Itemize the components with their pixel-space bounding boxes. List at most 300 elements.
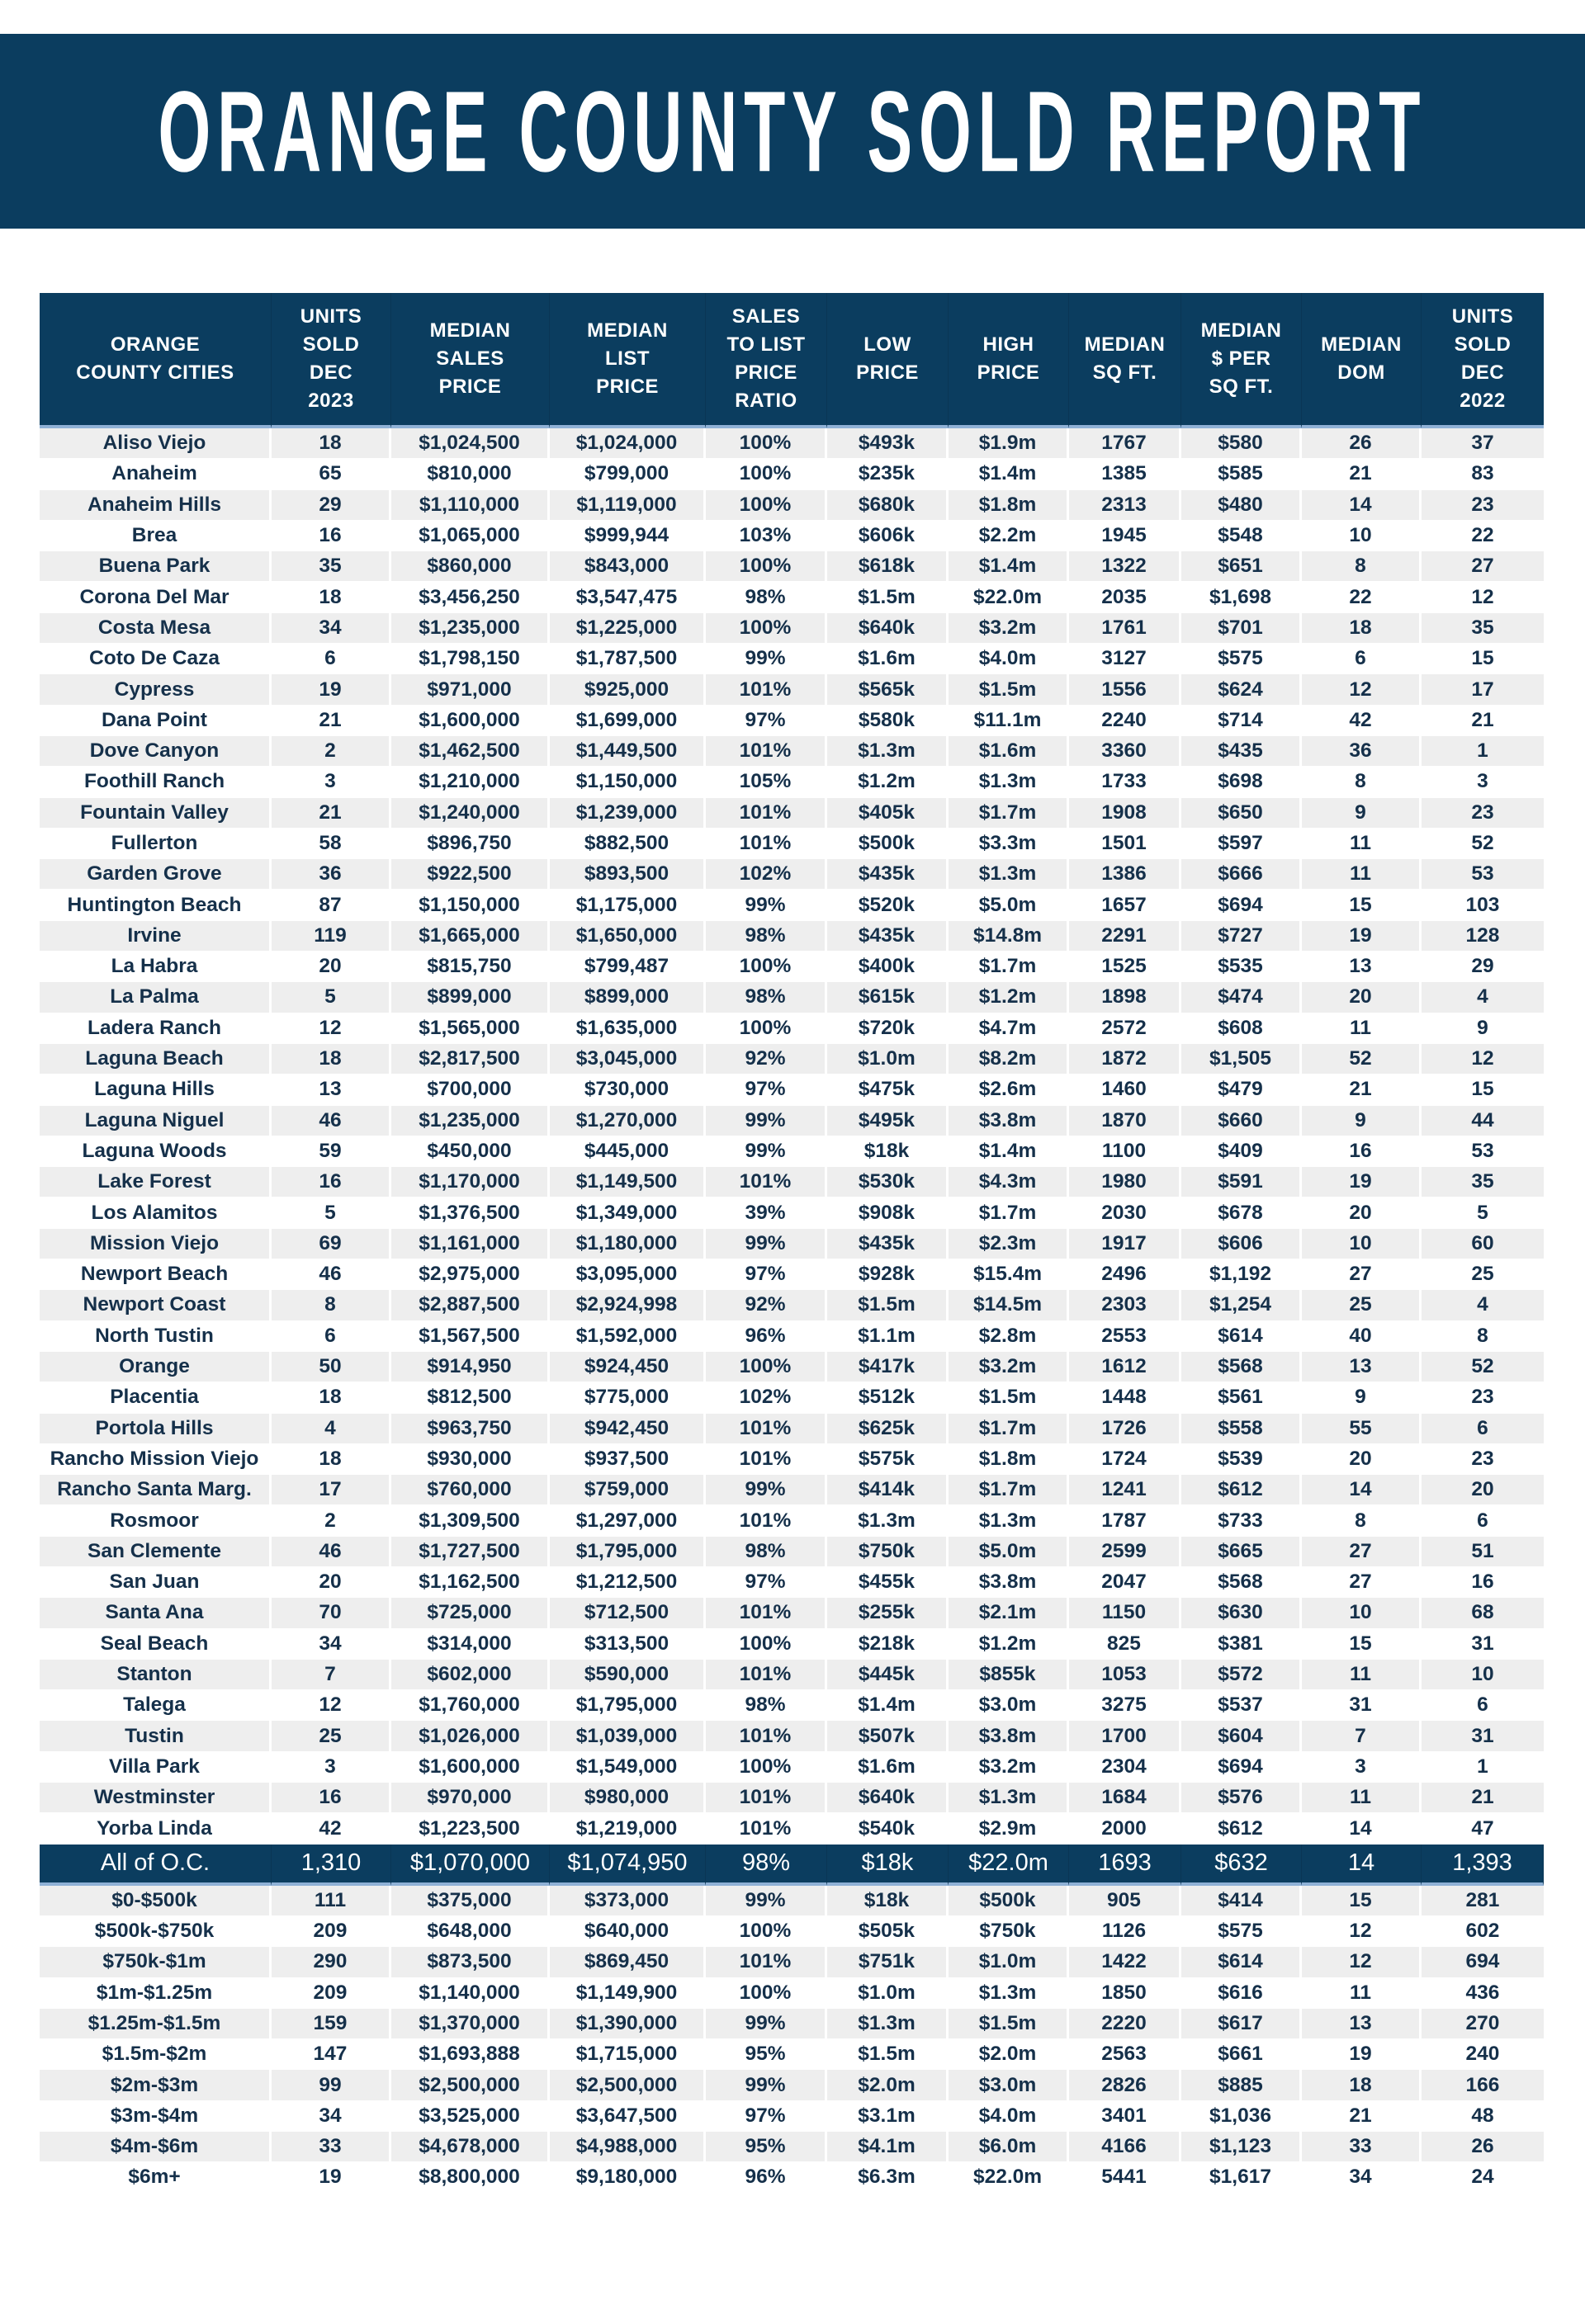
city-row [40, 1537, 1544, 1567]
cell-median-sqft: 2303 [1069, 1290, 1181, 1320]
cell-median-sqft: 1448 [1069, 1382, 1181, 1413]
cell-median-list-price: $373,000 [550, 1886, 706, 1916]
cell-city: North Tustin [40, 1321, 272, 1352]
cell-sales-to-list-ratio: 100% [706, 1352, 827, 1382]
cell-units-sold-2023: 1,310 [272, 1845, 391, 1886]
cell-median-list-price: $924,450 [550, 1352, 706, 1382]
cell-units-sold-2022: 5 [1422, 1197, 1544, 1228]
cell-low-price: $720k [827, 1013, 949, 1044]
city-row [40, 459, 1544, 489]
cell-units-sold-2022: 47 [1422, 1813, 1544, 1844]
cell-median-sales-price: $1,462,500 [391, 736, 550, 767]
cell-sales-to-list-ratio: 99% [706, 1106, 827, 1136]
cell-units-sold-2022: 44 [1422, 1106, 1544, 1136]
city-row [40, 521, 1544, 551]
cell-median-price-per-sqft: $535 [1181, 952, 1302, 982]
city-row [40, 1660, 1544, 1690]
cell-units-sold-2023: 42 [272, 1813, 391, 1844]
cell-city: La Habra [40, 952, 272, 982]
cell-median-sqft: 2496 [1069, 1259, 1181, 1290]
cell-units-sold-2023: 2 [272, 736, 391, 767]
cell-high-price: $2.3m [949, 1229, 1069, 1259]
cell-median-sales-price: $1,565,000 [391, 1013, 550, 1044]
cell-low-price: $505k [827, 1916, 949, 1947]
cell-median-price-per-sqft: $632 [1181, 1845, 1302, 1886]
cell-median-sqft: 1767 [1069, 428, 1181, 459]
cell-low-price: $565k [827, 674, 949, 705]
cell-median-list-price: $980,000 [550, 1783, 706, 1813]
cell-units-sold-2023: 33 [272, 2132, 391, 2162]
cell-median-sales-price: $815,750 [391, 952, 550, 982]
cell-high-price: $1.7m [949, 1414, 1069, 1444]
cell-city: Laguna Beach [40, 1044, 272, 1075]
report-title-wrap [0, 34, 1585, 229]
cell-median-price-per-sqft: $714 [1181, 706, 1302, 736]
cell-high-price: $1.8m [949, 1444, 1069, 1475]
cell-sales-to-list-ratio: 103% [706, 521, 827, 551]
city-row [40, 1321, 1544, 1352]
cell-median-list-price: $999,944 [550, 521, 706, 551]
city-row [40, 1475, 1544, 1505]
cell-units-sold-2022: 436 [1422, 1978, 1544, 2009]
cell-units-sold-2022: 52 [1422, 829, 1544, 859]
cell-median-price-per-sqft: $558 [1181, 1414, 1302, 1444]
cell-median-sqft: 1612 [1069, 1352, 1181, 1382]
cell-sales-to-list-ratio: 101% [706, 1167, 827, 1197]
city-row [40, 428, 1544, 459]
cell-city: San Clemente [40, 1537, 272, 1567]
cell-median-sales-price: $810,000 [391, 459, 550, 489]
price-band-row [40, 2101, 1544, 2132]
cell-city: $3m-$4m [40, 2101, 272, 2132]
cell-units-sold-2023: 46 [272, 1106, 391, 1136]
cell-median-sqft: 1726 [1069, 1414, 1181, 1444]
cell-low-price: $1.0m [827, 1978, 949, 2009]
cell-high-price: $8.2m [949, 1044, 1069, 1075]
cell-sales-to-list-ratio: 98% [706, 1845, 827, 1886]
city-row [40, 613, 1544, 644]
cell-low-price: $1.6m [827, 1752, 949, 1783]
cell-city: Brea [40, 521, 272, 551]
cell-low-price: $417k [827, 1352, 949, 1382]
cell-median-sales-price: $700,000 [391, 1075, 550, 1105]
cell-city: Corona Del Mar [40, 582, 272, 612]
cell-low-price: $3.1m [827, 2101, 949, 2132]
cell-median-sqft: 2572 [1069, 1013, 1181, 1044]
cell-median-sales-price: $2,887,500 [391, 1290, 550, 1320]
cell-median-sales-price: $873,500 [391, 1947, 550, 1977]
cell-units-sold-2023: 18 [272, 1382, 391, 1413]
cell-median-sales-price: $922,500 [391, 859, 550, 890]
cell-median-sqft: 2030 [1069, 1197, 1181, 1228]
cell-units-sold-2023: 59 [272, 1136, 391, 1167]
cell-median-price-per-sqft: $612 [1181, 1475, 1302, 1505]
cell-city: Rancho Mission Viejo [40, 1444, 272, 1475]
cell-city: Laguna Niguel [40, 1106, 272, 1136]
cell-median-sales-price: $1,309,500 [391, 1505, 550, 1536]
cell-median-sqft: 2047 [1069, 1567, 1181, 1598]
price-band-row [40, 2132, 1544, 2162]
cell-median-list-price: $1,787,500 [550, 644, 706, 674]
cell-units-sold-2022: 60 [1422, 1229, 1544, 1259]
cell-sales-to-list-ratio: 101% [706, 1813, 827, 1844]
cell-sales-to-list-ratio: 101% [706, 1721, 827, 1751]
price-band-row [40, 2039, 1544, 2070]
cell-median-dom: 11 [1302, 1978, 1422, 2009]
cell-median-price-per-sqft: $591 [1181, 1167, 1302, 1197]
cell-city: San Juan [40, 1567, 272, 1598]
cell-low-price: $255k [827, 1598, 949, 1628]
cell-median-dom: 14 [1302, 1475, 1422, 1505]
cell-units-sold-2022: 35 [1422, 613, 1544, 644]
cell-high-price: $15.4m [949, 1259, 1069, 1290]
city-row [40, 1229, 1544, 1259]
cell-units-sold-2022: 27 [1422, 551, 1544, 582]
cell-median-dom: 22 [1302, 582, 1422, 612]
cell-high-price: $1.3m [949, 1505, 1069, 1536]
cell-units-sold-2022: 3 [1422, 767, 1544, 797]
cell-median-price-per-sqft: $1,505 [1181, 1044, 1302, 1075]
cell-median-price-per-sqft: $614 [1181, 1321, 1302, 1352]
cell-median-list-price: $590,000 [550, 1660, 706, 1690]
cell-median-dom: 10 [1302, 1229, 1422, 1259]
cell-median-sqft: 2000 [1069, 1813, 1181, 1844]
city-row [40, 1106, 1544, 1136]
cell-low-price: $507k [827, 1721, 949, 1751]
cell-units-sold-2022: 26 [1422, 2132, 1544, 2162]
cell-median-dom: 20 [1302, 1444, 1422, 1475]
cell-sales-to-list-ratio: 99% [706, 1229, 827, 1259]
cell-median-dom: 20 [1302, 1197, 1422, 1228]
cell-median-sales-price: $8,800,000 [391, 2162, 550, 2193]
cell-sales-to-list-ratio: 100% [706, 1916, 827, 1947]
cell-median-price-per-sqft: $1,698 [1181, 582, 1302, 612]
cell-median-list-price: $1,795,000 [550, 1537, 706, 1567]
cell-median-price-per-sqft: $575 [1181, 644, 1302, 674]
cell-median-price-per-sqft: $597 [1181, 829, 1302, 859]
column-header-units-sold-2023: UNITS SOLD DEC 2023 [272, 293, 391, 428]
cell-high-price: $3.2m [949, 613, 1069, 644]
cell-units-sold-2023: 34 [272, 613, 391, 644]
cell-units-sold-2023: 6 [272, 644, 391, 674]
city-row [40, 1382, 1544, 1413]
cell-median-dom: 13 [1302, 952, 1422, 982]
cell-city: Mission Viejo [40, 1229, 272, 1259]
cell-units-sold-2023: 290 [272, 1947, 391, 1977]
cell-high-price: $2.8m [949, 1321, 1069, 1352]
cell-units-sold-2023: 5 [272, 1197, 391, 1228]
cell-units-sold-2023: 20 [272, 1567, 391, 1598]
cell-high-price: $1.4m [949, 459, 1069, 489]
cell-median-price-per-sqft: $661 [1181, 2039, 1302, 2070]
cell-median-sales-price: $1,600,000 [391, 1752, 550, 1783]
cell-units-sold-2022: 52 [1422, 1352, 1544, 1382]
cell-sales-to-list-ratio: 100% [706, 428, 827, 459]
cell-median-sales-price: $1,065,000 [391, 521, 550, 551]
cell-median-price-per-sqft: $580 [1181, 428, 1302, 459]
cell-city: Anaheim Hills [40, 490, 272, 521]
city-row [40, 798, 1544, 829]
cell-median-price-per-sqft: $630 [1181, 1598, 1302, 1628]
city-row [40, 674, 1544, 705]
cell-city: Talega [40, 1690, 272, 1721]
cell-low-price: $400k [827, 952, 949, 982]
city-row [40, 1044, 1544, 1075]
cell-units-sold-2023: 18 [272, 582, 391, 612]
cell-median-dom: 14 [1302, 490, 1422, 521]
cell-low-price: $908k [827, 1197, 949, 1228]
cell-median-sqft: 1684 [1069, 1783, 1181, 1813]
cell-median-dom: 7 [1302, 1721, 1422, 1751]
cell-median-dom: 12 [1302, 1916, 1422, 1947]
cell-units-sold-2022: 21 [1422, 706, 1544, 736]
cell-median-list-price: $1,175,000 [550, 890, 706, 920]
cell-median-dom: 8 [1302, 1505, 1422, 1536]
cell-median-dom: 10 [1302, 1598, 1422, 1628]
cell-low-price: $2.0m [827, 2070, 949, 2100]
cell-median-price-per-sqft: $614 [1181, 1947, 1302, 1977]
cell-sales-to-list-ratio: 97% [706, 1567, 827, 1598]
cell-city: Dana Point [40, 706, 272, 736]
cell-median-list-price: $1,549,000 [550, 1752, 706, 1783]
cell-city: Rosmoor [40, 1505, 272, 1536]
cell-city: Newport Beach [40, 1259, 272, 1290]
cell-units-sold-2022: 15 [1422, 644, 1544, 674]
column-header-units-sold-2022: UNITS SOLD DEC 2022 [1422, 293, 1544, 428]
cell-units-sold-2023: 36 [272, 859, 391, 890]
cell-median-list-price: $1,592,000 [550, 1321, 706, 1352]
cell-units-sold-2022: 21 [1422, 1783, 1544, 1813]
cell-units-sold-2023: 35 [272, 551, 391, 582]
cell-median-list-price: $640,000 [550, 1916, 706, 1947]
cell-median-list-price: $730,000 [550, 1075, 706, 1105]
cell-median-list-price: $445,000 [550, 1136, 706, 1167]
city-row [40, 551, 1544, 582]
cell-high-price: $1.5m [949, 674, 1069, 705]
cell-units-sold-2022: 16 [1422, 1567, 1544, 1598]
cell-units-sold-2022: 6 [1422, 1690, 1544, 1721]
cell-sales-to-list-ratio: 97% [706, 706, 827, 736]
city-row [40, 1136, 1544, 1167]
price-band-row [40, 1916, 1544, 1947]
cell-units-sold-2023: 34 [272, 1629, 391, 1660]
cell-units-sold-2022: 694 [1422, 1947, 1544, 1977]
cell-median-sales-price: $1,223,500 [391, 1813, 550, 1844]
cell-median-list-price: $4,988,000 [550, 2132, 706, 2162]
cell-low-price: $18k [827, 1886, 949, 1916]
cell-sales-to-list-ratio: 102% [706, 859, 827, 890]
cell-units-sold-2022: 24 [1422, 2162, 1544, 2193]
cell-median-list-price: $1,024,000 [550, 428, 706, 459]
cell-median-dom: 21 [1302, 1075, 1422, 1105]
cell-low-price: $18k [827, 1845, 949, 1886]
cell-city: $0-$500k [40, 1886, 272, 1916]
cell-city: $500k-$750k [40, 1916, 272, 1947]
cell-low-price: $1.5m [827, 1290, 949, 1320]
cell-median-price-per-sqft: $616 [1181, 1978, 1302, 2009]
cell-units-sold-2022: 270 [1422, 2009, 1544, 2039]
cell-high-price: $1.7m [949, 952, 1069, 982]
cell-sales-to-list-ratio: 96% [706, 2162, 827, 2193]
cell-median-list-price: $899,000 [550, 982, 706, 1013]
table-body [40, 428, 1544, 2194]
cell-median-sales-price: $1,170,000 [391, 1167, 550, 1197]
cell-city: Yorba Linda [40, 1813, 272, 1844]
cell-city: Laguna Woods [40, 1136, 272, 1167]
cell-median-price-per-sqft: $701 [1181, 613, 1302, 644]
table-header [40, 293, 1544, 428]
cell-units-sold-2023: 46 [272, 1537, 391, 1567]
cell-low-price: $606k [827, 521, 949, 551]
cell-units-sold-2022: 6 [1422, 1414, 1544, 1444]
cell-city: Anaheim [40, 459, 272, 489]
cell-units-sold-2023: 6 [272, 1321, 391, 1352]
column-header-median-sales-price: MEDIAN SALES PRICE [391, 293, 550, 428]
cell-median-price-per-sqft: $885 [1181, 2070, 1302, 2100]
cell-low-price: $6.3m [827, 2162, 949, 2193]
cell-low-price: $475k [827, 1075, 949, 1105]
cell-low-price: $455k [827, 1567, 949, 1598]
cell-median-dom: 6 [1302, 644, 1422, 674]
cell-median-list-price: $799,000 [550, 459, 706, 489]
cell-sales-to-list-ratio: 98% [706, 1690, 827, 1721]
cell-median-price-per-sqft: $585 [1181, 459, 1302, 489]
cell-units-sold-2022: 281 [1422, 1886, 1544, 1916]
cell-units-sold-2023: 19 [272, 674, 391, 705]
cell-units-sold-2022: 37 [1422, 428, 1544, 459]
cell-median-list-price: $1,219,000 [550, 1813, 706, 1844]
city-row [40, 582, 1544, 612]
cell-median-list-price: $893,500 [550, 859, 706, 890]
column-header-median-sqft: MEDIAN SQ FT. [1069, 293, 1181, 428]
cell-city: Buena Park [40, 551, 272, 582]
cell-units-sold-2023: 21 [272, 706, 391, 736]
cell-units-sold-2022: 1 [1422, 1752, 1544, 1783]
cell-median-dom: 34 [1302, 2162, 1422, 2193]
cell-median-dom: 33 [1302, 2132, 1422, 2162]
cell-high-price: $3.0m [949, 2070, 1069, 2100]
cell-city: Rancho Santa Marg. [40, 1475, 272, 1505]
cell-median-sales-price: $2,975,000 [391, 1259, 550, 1290]
cell-sales-to-list-ratio: 99% [706, 2070, 827, 2100]
cell-median-sqft: 1525 [1069, 952, 1181, 982]
cell-median-price-per-sqft: $435 [1181, 736, 1302, 767]
cell-city: $2m-$3m [40, 2070, 272, 2100]
column-header-sales-to-list-ratio: SALES TO LIST PRICE RATIO [706, 293, 827, 428]
cell-median-sqft: 1761 [1069, 613, 1181, 644]
cell-median-sqft: 1693 [1069, 1845, 1181, 1886]
cell-low-price: $18k [827, 1136, 949, 1167]
cell-median-list-price: $1,074,950 [550, 1845, 706, 1886]
cell-median-list-price: $2,500,000 [550, 2070, 706, 2100]
cell-high-price: $1.6m [949, 736, 1069, 767]
cell-median-sales-price: $2,500,000 [391, 2070, 550, 2100]
cell-city: $1.5m-$2m [40, 2039, 272, 2070]
cell-high-price: $2.1m [949, 1598, 1069, 1628]
cell-sales-to-list-ratio: 101% [706, 1947, 827, 1977]
cell-units-sold-2023: 16 [272, 521, 391, 551]
cell-low-price: $1.4m [827, 1690, 949, 1721]
cell-units-sold-2022: 53 [1422, 1136, 1544, 1167]
cell-median-sales-price: $1,376,500 [391, 1197, 550, 1228]
cell-median-dom: 40 [1302, 1321, 1422, 1352]
cell-units-sold-2023: 18 [272, 1444, 391, 1475]
sold-report-table [40, 293, 1544, 2194]
cell-city: Dove Canyon [40, 736, 272, 767]
city-row [40, 982, 1544, 1013]
cell-median-sales-price: $1,026,000 [391, 1721, 550, 1751]
cell-low-price: $1.5m [827, 582, 949, 612]
cell-city: Westminster [40, 1783, 272, 1813]
cell-median-sales-price: $3,525,000 [391, 2101, 550, 2132]
cell-units-sold-2023: 65 [272, 459, 391, 489]
cell-median-price-per-sqft: $575 [1181, 1916, 1302, 1947]
cell-city: Lake Forest [40, 1167, 272, 1197]
cell-low-price: $1.5m [827, 2039, 949, 2070]
cell-units-sold-2023: 87 [272, 890, 391, 920]
cell-median-price-per-sqft: $381 [1181, 1629, 1302, 1660]
cell-high-price: $500k [949, 1886, 1069, 1916]
cell-high-price: $750k [949, 1916, 1069, 1947]
cell-sales-to-list-ratio: 99% [706, 1136, 827, 1167]
cell-median-sales-price: $760,000 [391, 1475, 550, 1505]
cell-units-sold-2023: 4 [272, 1414, 391, 1444]
cell-city: Placentia [40, 1382, 272, 1413]
cell-sales-to-list-ratio: 101% [706, 736, 827, 767]
price-band-row [40, 1947, 1544, 1977]
cell-median-sales-price: $1,210,000 [391, 767, 550, 797]
cell-median-price-per-sqft: $617 [1181, 2009, 1302, 2039]
cell-median-list-price: $1,239,000 [550, 798, 706, 829]
cell-city: Seal Beach [40, 1629, 272, 1660]
cell-high-price: $2.0m [949, 2039, 1069, 2070]
cell-median-dom: 55 [1302, 1414, 1422, 1444]
cell-sales-to-list-ratio: 100% [706, 1978, 827, 2009]
cell-median-price-per-sqft: $624 [1181, 674, 1302, 705]
cell-median-sqft: 3360 [1069, 736, 1181, 767]
cell-city: All of O.C. [40, 1845, 272, 1886]
city-row [40, 859, 1544, 890]
cell-units-sold-2023: 5 [272, 982, 391, 1013]
cell-median-sales-price: $1,760,000 [391, 1690, 550, 1721]
cell-median-list-price: $1,635,000 [550, 1013, 706, 1044]
cell-high-price: $1.3m [949, 859, 1069, 890]
cell-units-sold-2023: 8 [272, 1290, 391, 1320]
cell-median-list-price: $775,000 [550, 1382, 706, 1413]
cell-median-list-price: $1,039,000 [550, 1721, 706, 1751]
cell-low-price: $615k [827, 982, 949, 1013]
cell-low-price: $512k [827, 1382, 949, 1413]
cell-median-price-per-sqft: $650 [1181, 798, 1302, 829]
cell-city: Aliso Viejo [40, 428, 272, 459]
cell-median-dom: 12 [1302, 674, 1422, 705]
cell-median-sqft: 3127 [1069, 644, 1181, 674]
cell-units-sold-2023: 111 [272, 1886, 391, 1916]
cell-median-price-per-sqft: $479 [1181, 1075, 1302, 1105]
cell-units-sold-2023: 18 [272, 428, 391, 459]
cell-units-sold-2023: 69 [272, 1229, 391, 1259]
cell-units-sold-2022: 22 [1422, 521, 1544, 551]
cell-median-list-price: $1,390,000 [550, 2009, 706, 2039]
cell-units-sold-2022: 23 [1422, 490, 1544, 521]
cell-sales-to-list-ratio: 100% [706, 1752, 827, 1783]
column-header-median-price-per-sqft: MEDIAN $ PER SQ FT. [1181, 293, 1302, 428]
cell-sales-to-list-ratio: 99% [706, 1475, 827, 1505]
cell-low-price: $1.3m [827, 2009, 949, 2039]
cell-median-price-per-sqft: $678 [1181, 1197, 1302, 1228]
cell-city: Foothill Ranch [40, 767, 272, 797]
cell-median-price-per-sqft: $665 [1181, 1537, 1302, 1567]
